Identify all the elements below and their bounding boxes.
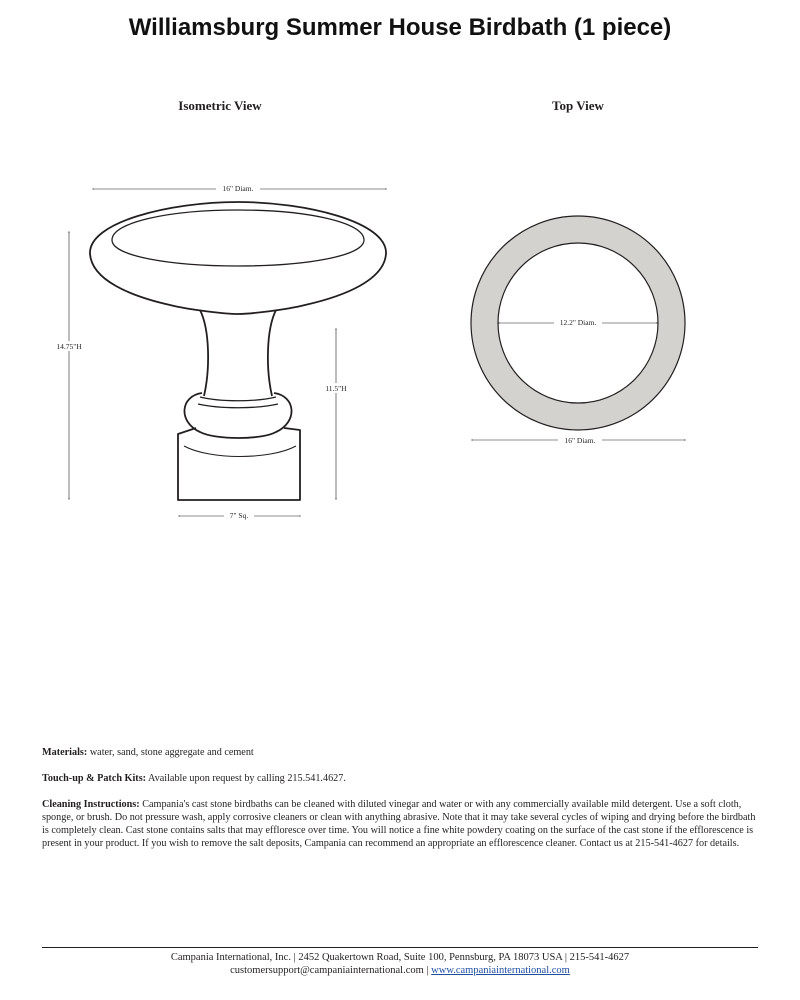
footer-contact [0, 964, 800, 977]
touchup-label: Touch-up & Patch Kits: [42, 773, 147, 784]
birdbath-isometric-drawing [90, 202, 386, 500]
footer-divider [42, 947, 758, 948]
footer-email: customersupport@campaniainternational.com | [230, 965, 432, 976]
stem-outline [200, 310, 276, 396]
touchup-paragraph [42, 772, 758, 785]
top-view-label: Top View [552, 98, 604, 113]
isometric-view-label: Isometric View [178, 98, 262, 113]
pedestal-height-label: 11.5"H [325, 384, 347, 393]
bowl-inner-rim [112, 210, 364, 266]
materials-label: Materials: [42, 747, 88, 758]
bowl-outline [90, 202, 386, 314]
top-diameter-label: 16" Diam. [222, 184, 254, 193]
total-height-label: 14.75"H [56, 342, 82, 351]
materials-text: water, sand, stone aggregate and cement [87, 747, 254, 758]
website-link[interactable]: www.campaniainternational.com [431, 965, 570, 976]
cleaning-label: Cleaning Instructions: [42, 799, 140, 810]
page-title: Williamsburg Summer House Birdbath (1 piece) [128, 14, 672, 41]
footer-address: Campania International, Inc. | 2452 Quakertown Road, Suite 100, Pennsburg, PA 18073 USA | 215-541-4627 [170, 952, 630, 963]
stem-collar [198, 397, 278, 408]
base-width-label: 7" Sq. [229, 511, 249, 520]
touchup-text: Available upon request by calling 215.541.4627. [146, 773, 346, 784]
cleaning-text: Campania's cast stone birdbaths can be cleaned with diluted vinegar and water or with any commercially available mild detergent. Use a soft cloth, sponge, or brush. Do not pressure wash, apply corrosive cleaners or clean with anything abrasive. Note that it may take several cycles of wiping and drying before the birdbath is completely clean. Cast stone contains salts that may effloresce over time. You will notice a fine white powdery coating on the surface of the cast stone if the efflorescence is present in your product. If you wish to remove the salt deposits, Campania can recommend an appropriate an efflorescence cleaner. Contact us at 215-541-4627 for details. [42, 799, 756, 849]
materials-paragraph [42, 746, 758, 759]
outer-diameter-label: 16" Diam. [564, 436, 596, 445]
pedestal-bulb [184, 393, 291, 438]
cleaning-paragraph [42, 798, 758, 850]
base-top-edge [184, 446, 296, 457]
inner-diameter-label: 12.2" Diam. [559, 318, 597, 327]
